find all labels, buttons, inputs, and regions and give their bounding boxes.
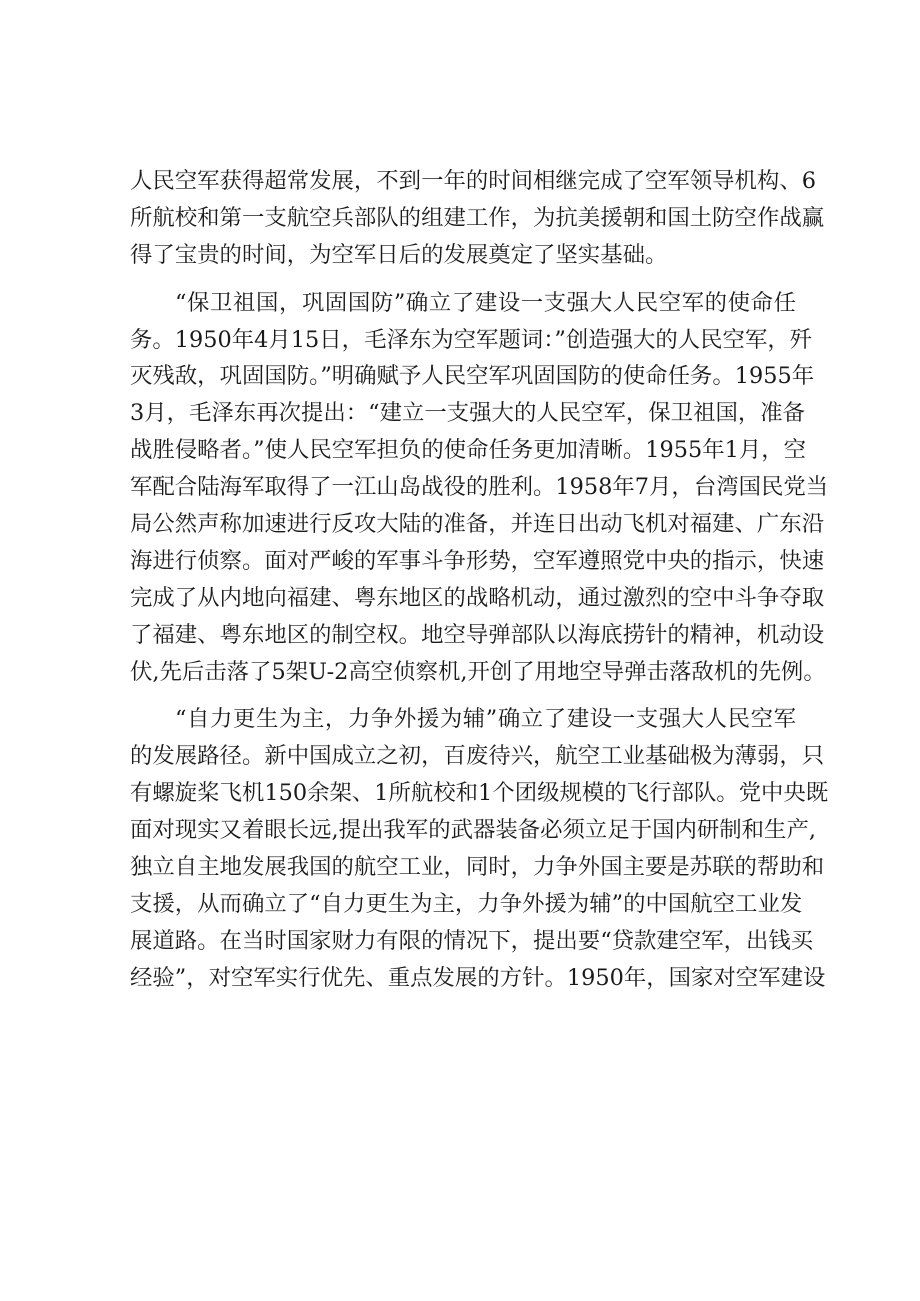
- text-line: 得了宝贵的时间，为空军日后的发展奠定了坚实基础。: [130, 241, 668, 268]
- text-line: 的发展路径。新中国成立之初，百废待兴，航空工业基础极为薄弱，只: [130, 743, 825, 770]
- text-line: 经验”，对空军实行优先、重点发展的方针。1950年，国家对空军建设: [130, 964, 826, 991]
- text-line: “自力更生为主，力争外援为辅”确立了建设一支强大人民空军: [175, 706, 796, 733]
- text-line: 完成了从内地向福建、粤东地区的战略机动，通过激烈的空中斗争夺取: [130, 584, 825, 611]
- text-line: 面对现实又着眼长远,提出我军的武器装备必须立足于国内研制和生产,: [130, 817, 816, 844]
- text-line: 所航校和第一支航空兵部队的组建工作，为抗美援朝和国土防空作战赢: [130, 204, 825, 231]
- text-line: 局公然声称加速进行反攻大陆的准备，并连日出动飞机对福建、广东沿: [130, 511, 825, 538]
- text-line: 海进行侦察。面对严峻的军事斗争形势，空军遵照党中央的指示，快速: [130, 547, 825, 574]
- paragraph-1: [130, 163, 825, 274]
- text-line: 展道路。在当时国家财力有限的情况下，提出要“贷款建空军，出钱买: [130, 927, 814, 954]
- paragraph-spacer: [130, 690, 796, 701]
- text-line: 了福建、粤东地区的制空权。地空导弹部队以海底捞针的精神，机动设: [130, 621, 825, 648]
- paragraph-3: [130, 701, 829, 996]
- paragraph-2: [130, 285, 829, 691]
- text-line: 军配合陆海军取得了一江山岛战役的胜利。1958年7月，台湾国民党当: [130, 474, 829, 501]
- text-line: 有螺旋桨飞机150余架、1所航校和1个团级规模的飞行部队。党中央既: [130, 780, 829, 807]
- text-line: 伏,先后击落了5架U-2高空侦察机,开创了用地空导弹击落敌机的先例。: [130, 658, 826, 685]
- text-line: “保卫祖国，巩固国防”确立了建设一支强大人民空军的使命任: [175, 289, 796, 316]
- text-line: 人民空军获得超常发展，不到一年的时间相继完成了空军领导机构、6: [130, 168, 816, 194]
- document-body: [130, 163, 829, 997]
- text-line: 战胜侵略者。”使人民空军担负的使命任务更加清晰。1955年1月，空: [130, 437, 807, 464]
- text-line: 3月，毛泽东再次提出：“建立一支强大的人民空军，保卫祖国，准备: [130, 400, 806, 427]
- text-line: 独立自主地发展我国的航空工业，同时，力争外国主要是苏联的帮助和: [130, 854, 825, 881]
- text-line: 支援，从而确立了“自力更生为主，力争外援为辅”的中国航空工业发: [130, 890, 803, 917]
- text-line: 务。1950年4月15日，毛泽东为空军题词：”创造强大的人民空军，歼: [130, 326, 813, 353]
- paragraph-spacer: [130, 274, 796, 285]
- text-line: 灭残敌，巩固国防。”明确赋予人民空军巩固国防的使命任务。1955年: [130, 363, 815, 390]
